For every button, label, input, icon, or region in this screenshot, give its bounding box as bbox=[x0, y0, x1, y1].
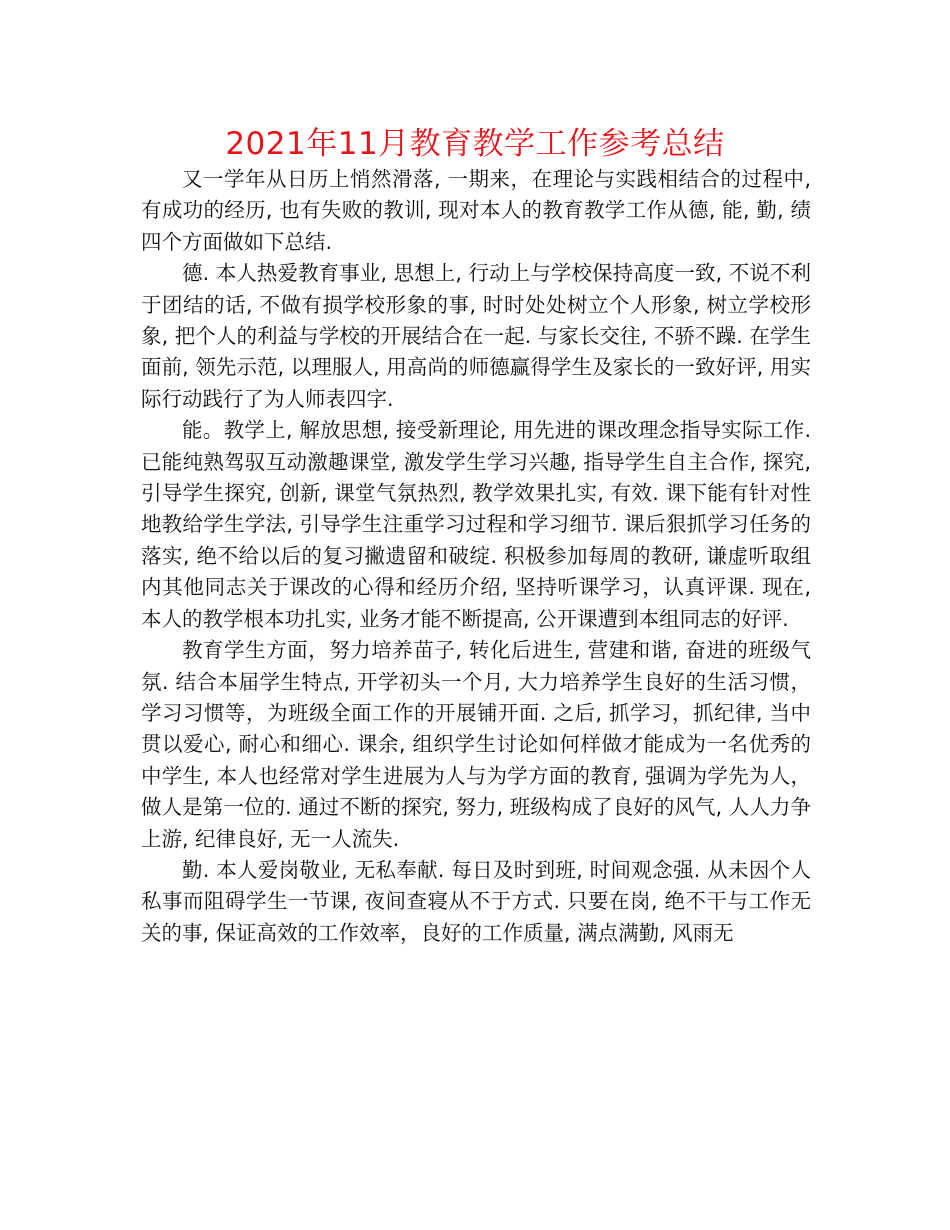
document-body bbox=[141, 164, 811, 949]
paragraph-student-education: 教育学生方面，努力培养苗子, 转化后进生, 营建和谐, 奋进的班级气氛. 结合本届学生特点, 开学初头一个月, 大力培养学生良好的生活习惯，学习习惯等，为班级全面工作的开展铺开面. 之后, 抓学习，抓纪律, 当中贯以爱心, 耐心和细心. 课余, 组织学生讨论如何样做才能成为一名优秀的中学生, 本人也经常对学生进展为人与为学方面的教育, 强调为学先为人，做人是第一位的. 通过不断的探究, 努力, 班级构成了良好的风气, 人人力争上游, 纪律良好, 无一人流失. bbox=[141, 638, 811, 851]
paragraph-neng: 能。教学上, 解放思想, 接受新理论, 用先进的课改理念指导实际工作. 已能纯熟驾驭互动激趣课堂, 激发学生学习兴趣, 指导学生自主合作, 探究, 引导学生探究, 创新, 课堂气氛热烈, 教学效果扎实, 有效. 课下能有针对性地教给学生学法, 引导学生注重学习过程和学习细节. 课后狠抓学习任务的落实, 绝不给以后的复习撇遗留和破绽. 积极参加每周的教研, 谦虚听取组内其他同志关于课改的心得和经历介绍, 坚持听课学习，认真评课. 现在, 本人的教学根本功扎实, 业务才能不断提高, 公开课遭到本组同志的好评. bbox=[141, 418, 811, 631]
paragraph-intro: 又一学年从日历上悄然滑落, 一期来，在理论与实践相结合的过程中, 有成功的经历, 也有失败的教训, 现对本人的教育教学工作从德, 能, 勤, 绩四个方面做如下总结. bbox=[141, 167, 811, 254]
paragraph-de: 德. 本人热爱教育事业, 思想上, 行动上与学校保持高度一致, 不说不利于团结的话, 不做有损学校形象的事, 时时处处树立个人形象, 树立学校形象, 把个人的利益与学校的开展结合在一起. 与家长交往, 不骄不躁. 在学生面前, 领先示范, 以理服人, 用高尚的师德赢得学生及家长的一致好评, 用实际行动践行了为人师表四字. bbox=[141, 261, 811, 411]
paragraph-qin: 勤. 本人爱岗敬业, 无私奉献. 每日及时到班, 时间观念强. 从未因个人私事而阻碍学生一节课, 夜间查寝从不于方式. 只要在岗, 绝不干与工作无关的事, 保证高效的工作效率，良好的工作质量, 满点满勤, 风雨无 bbox=[141, 857, 811, 945]
document-title: 2021年11月教育教学工作参考总结 bbox=[225, 126, 725, 162]
